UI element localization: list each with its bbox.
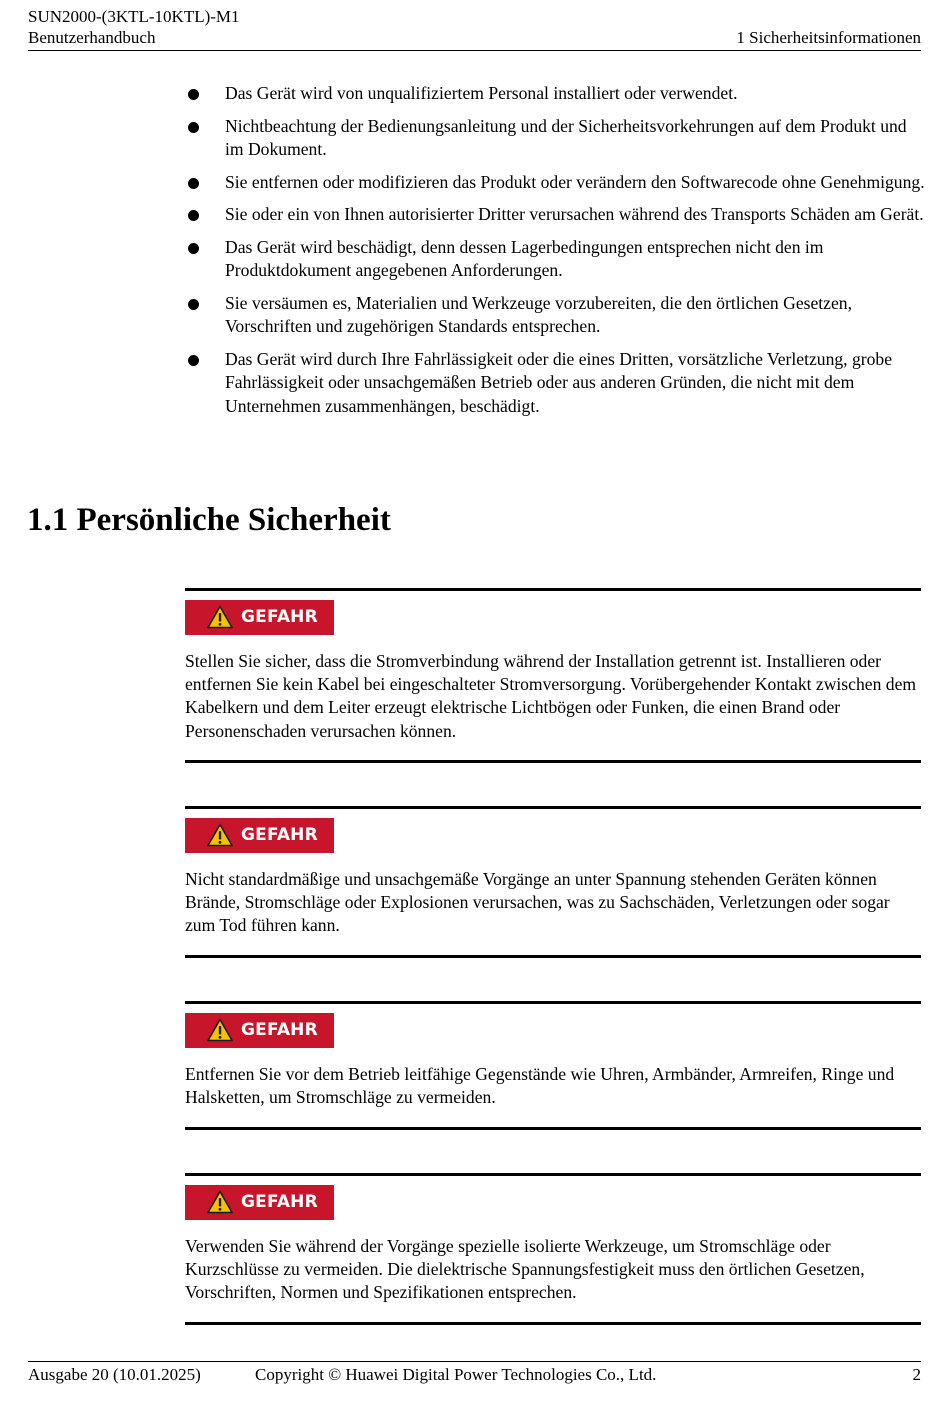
list-item-text: Das Gerät wird von unqualifiziertem Personal installiert oder verwendet. bbox=[225, 83, 738, 103]
list-item bbox=[186, 171, 926, 195]
warning-triangle-icon bbox=[207, 823, 233, 847]
list-item-text: Sie versäumen es, Materialien und Werkzeuge vorzubereiten, die den örtlichen Gesetzen, Vorschriften und zugehörigen Standards entsprechen. bbox=[225, 292, 852, 336]
list-item bbox=[186, 236, 926, 283]
notice-text: Entfernen Sie vor dem Betrieb leitfähige Gegenstände wie Uhren, Armbänder, Armreifen, Ringe und Halsketten, um Stromschläge zu vermeiden. bbox=[185, 1064, 895, 1108]
warning-triangle-icon bbox=[207, 1190, 233, 1214]
bullet-icon bbox=[188, 178, 199, 189]
danger-badge bbox=[185, 818, 334, 853]
notice-text: Verwenden Sie während der Vorgänge spezielle isolierte Werkzeuge, um Stromschläge oder Kurzschlüsse zu vermeiden. Die dielektrische Spannungsfestigkeit muss den örtlichen Gesetzen, Vorschriften, Normen und Spezifikationen entsprechen. bbox=[185, 1236, 865, 1303]
header-left bbox=[28, 6, 240, 48]
danger-badge bbox=[185, 600, 334, 635]
edition-info: Ausgabe 20 (10.01.2025) bbox=[28, 1365, 201, 1384]
page-footer bbox=[28, 1361, 921, 1392]
notice-text: Stellen Sie sicher, dass die Stromverbindung während der Installation getrennt ist. Installieren oder entfernen Sie kein Kabel bei eingeschalteter Stromversorgung. Vorübergehender Kontakt zwischen dem Kabelkern und dem Leiter erzeugt elektrische Lichtbögen oder Funken, die einen Brand oder Personenschaden verursachen können. bbox=[185, 651, 917, 741]
page-number: 2 bbox=[912, 1365, 921, 1384]
list-item-text: Nichtbeachtung der Bedienungsanleitung und der Sicherheitsvorkehrungen auf dem Produkt und im Dokument. bbox=[225, 115, 907, 159]
list-item bbox=[186, 115, 926, 162]
bullet-icon bbox=[188, 299, 199, 310]
chapter-title: 1 Sicherheitsinformationen bbox=[736, 28, 921, 47]
list-item-text: Sie oder ein von Ihnen autorisierter Dritter verursachen während des Transports Schäden am Gerät. bbox=[225, 204, 924, 224]
danger-label: GEFAHR bbox=[241, 1192, 318, 1212]
list-item-text: Das Gerät wird beschädigt, denn dessen Lagerbedingungen entsprechen nicht den im Produktdokument angegebenen Anforderungen. bbox=[225, 236, 824, 280]
list-item-text: Sie entfernen oder modifizieren das Produkt oder verändern den Softwarecode ohne Genehmigung. bbox=[225, 171, 925, 192]
warning-triangle-icon bbox=[207, 605, 233, 629]
bullet-list bbox=[186, 82, 926, 427]
danger-badge bbox=[185, 1185, 334, 1220]
notice-text: Nicht standardmäßige und unsachgemäße Vorgänge an unter Spannung stehenden Geräten können Brände, Stromschläge oder Explosionen verursachen, was zu Sachschäden, Verletzungen oder sogar zum Tod führen kann. bbox=[185, 869, 890, 936]
danger-label: GEFAHR bbox=[241, 1020, 318, 1040]
section-title: 1.1 Persönliche Sicherheit bbox=[27, 502, 391, 538]
page-header bbox=[28, 6, 921, 51]
list-item bbox=[186, 292, 926, 339]
bullet-icon bbox=[188, 210, 199, 221]
bullet-icon bbox=[188, 89, 199, 100]
warning-triangle-icon bbox=[207, 1018, 233, 1042]
manual-title: Benutzerhandbuch bbox=[28, 28, 156, 47]
bullet-icon bbox=[188, 355, 199, 366]
danger-badge bbox=[185, 1013, 334, 1048]
product-name: SUN2000-(3KTL-10KTL)-M1 bbox=[28, 7, 240, 26]
bullet-icon bbox=[188, 243, 199, 254]
danger-notice bbox=[185, 1173, 921, 1325]
danger-notice bbox=[185, 1001, 921, 1130]
danger-notice bbox=[185, 588, 921, 763]
danger-notice bbox=[185, 806, 921, 958]
danger-label: GEFAHR bbox=[241, 607, 318, 627]
list-item bbox=[186, 82, 926, 106]
danger-label: GEFAHR bbox=[241, 825, 318, 845]
list-item-text: Das Gerät wird durch Ihre Fahrlässigkeit oder die eines Dritten, vorsätzliche Verletzung, grobe Fahrlässigkeit oder unsachgemäßen Betrieb oder aus anderen Gründen, die nicht mit dem Unternehmen zusammenhängen, beschädigt. bbox=[225, 348, 893, 416]
copyright-notice: Copyright © Huawei Digital Power Technologies Co., Ltd. bbox=[255, 1365, 657, 1384]
list-item bbox=[186, 348, 926, 419]
bullet-icon bbox=[188, 122, 199, 133]
list-item bbox=[186, 203, 926, 227]
